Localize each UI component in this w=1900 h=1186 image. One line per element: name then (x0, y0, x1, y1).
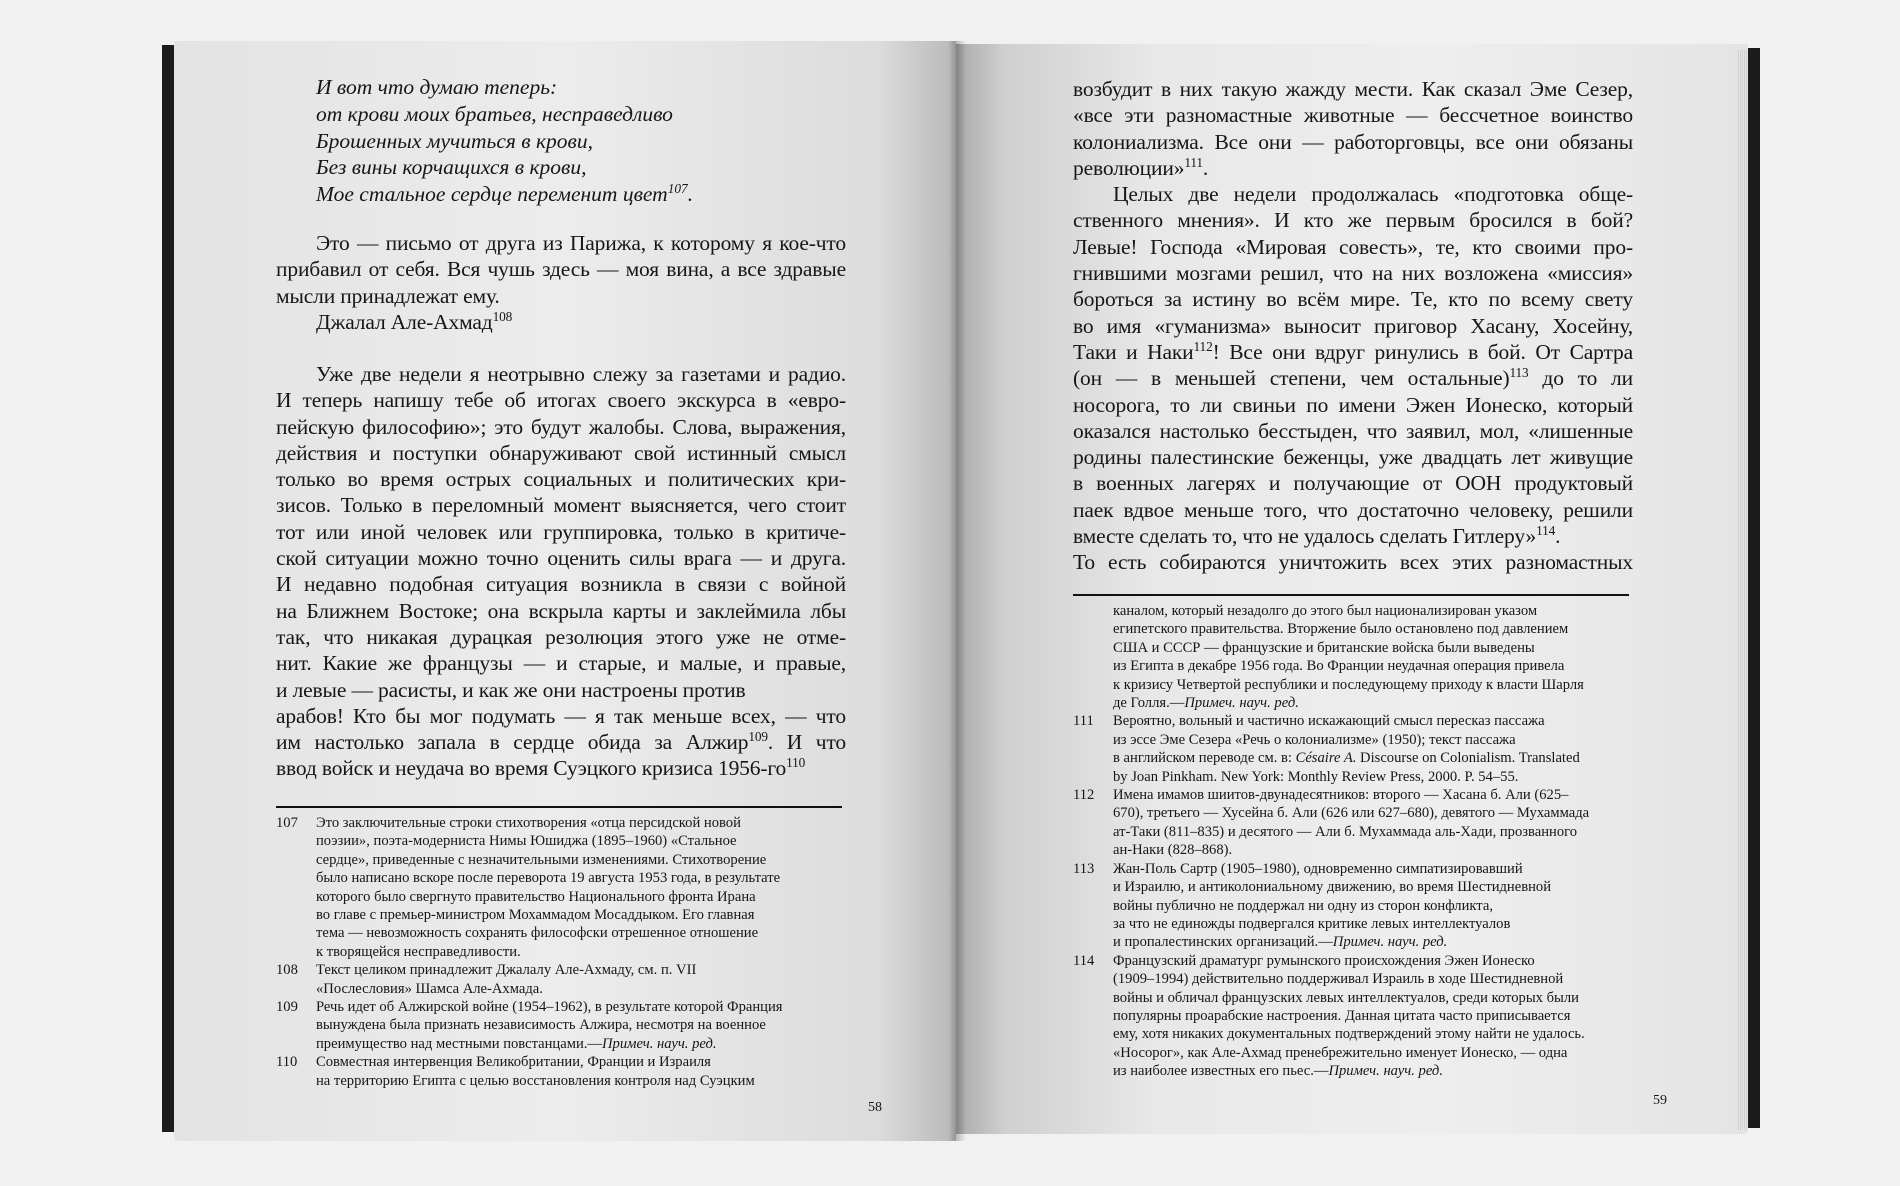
footnote-number: 112 (1073, 787, 1095, 804)
text-line: зисов. Только в переломный момент выясняется, чего стоит (276, 493, 846, 518)
book-spine-gutter (948, 41, 966, 1141)
text-line: И недавно подобная ситуация возникла в связи с войной (276, 572, 846, 597)
footnote-line: by Joan Pinkham. New York: Monthly Review Press, 2000. P. 54–55. (1113, 768, 1519, 785)
text-line: в военных лагерях и получающие от ООН продуктовый (1073, 471, 1633, 496)
footnote-line: Имена имамов шиитов-двунадесятников: второго — Хасана б. Али (625– (1113, 787, 1569, 804)
signature: Джалал Але-Ахмад$^{108}$ (316, 308, 513, 334)
footnote-line: войны и обличал французских левых интеллектуалов, среди которых были (1113, 989, 1579, 1006)
text-line: носорога, то ли свиньи по имени Эжен Ионеско, который (1073, 392, 1633, 417)
footnote-number: 110 (276, 1054, 298, 1071)
footnote-number: 107 (276, 815, 298, 831)
footnote-ref[interactable]: 113 (1509, 365, 1529, 381)
text-line: во имя «гуманизма» выносит приговор Хасану, Хосейну, (1073, 313, 1633, 338)
text-line: (он — в меньшей степени, чем остальные)$^{113}$ до то ли (1073, 365, 1633, 391)
text-line: мысли принадлежат ему. (276, 283, 500, 308)
footnote-111 (1073, 712, 1663, 786)
footnote-number: 113 (1073, 860, 1095, 877)
editor-note: Примеч. науч. ред. (602, 1035, 717, 1052)
text-line: возбудит в них такую жажду мести. Как сказал Эме Сезер, (1073, 77, 1633, 101)
text-line: прибавил от себя. Вся чушь здесь — моя вина, а все здравые (276, 257, 846, 282)
text-line: действия и поступки обнаруживают свой истинный смысл (276, 440, 846, 465)
letter-intro (276, 230, 846, 335)
page-number: 59 (1653, 1093, 1667, 1108)
footnote-number: 114 (1073, 952, 1095, 969)
verse-line: Без вины корчащихся в крови, (316, 155, 587, 180)
verse-line: от крови моих братьев, несправедливо (316, 101, 673, 126)
footnote-114 (1073, 952, 1663, 1081)
footnote-ref[interactable]: 114 (1536, 522, 1556, 538)
footnote-line: Это заключительные строки стихотворения «отца персидской новой (316, 815, 741, 831)
footnote-ref[interactable]: 109 (748, 729, 768, 744)
footnote-line: из Египта в декабре 1956 года. Во Франции неудачная операция привела (1113, 658, 1565, 675)
text-line: ственного мнения». И кто же первым бросился в бой? (1073, 208, 1633, 233)
footnote-line: «Носорог», как Але-Ахмад пренебрежительно именует Ионеско, — одна (1113, 1044, 1568, 1061)
text-line: родины палестинские беженцы, уже двадцать лет живущие (1073, 445, 1633, 470)
page-number: 58 (868, 1100, 882, 1115)
footnote-line: поэзии», поэта-модерниста Нимы Юшиджа (1895–1960) «Стальное (316, 833, 737, 850)
right-body (1073, 76, 1633, 576)
footnote-107 (276, 814, 856, 961)
text-line: бороться за истину во всём мире. Те, кто по всему свету (1073, 287, 1633, 312)
footnotes (276, 814, 856, 1090)
footnote-108 (276, 961, 856, 998)
footnote-110 (276, 1053, 856, 1090)
footnote-line: США и СССР — французские и британские войска были выведены (1113, 639, 1535, 656)
footnote-line: которого было свергнуто правительство Национального фронта Ирана (316, 888, 756, 905)
footnote-number: 108 (276, 962, 298, 979)
footnote-line: за что не единожды подвергался критике левых интеллектуалов (1113, 915, 1511, 932)
footnote-line: Текст целиком принадлежит Джалалу Але-Ахмаду, см. п. VII (316, 962, 697, 979)
footnote-line: к творящейся несправедливости. (316, 943, 521, 960)
text-line: ской ситуации можно точно оценить силы врага — и друга. (276, 546, 846, 571)
text-line: нит. Какие же французы — и старые, и малые, и правые, (276, 651, 846, 676)
left-page (174, 41, 956, 1141)
book-cover-edge-left (162, 45, 174, 1132)
letter-body (276, 361, 846, 782)
footnote-ref[interactable]: 107 (667, 181, 688, 197)
footnote-line: вынуждена была признать независимость Алжира, несмотря на военное (316, 1017, 766, 1034)
text-line: гнившими мозгами решил, что на них возложена «миссия» (1073, 261, 1633, 286)
text-line: и левые — расисты, и как же они настроены против (276, 677, 746, 702)
footnote-line: «Послесловия» Шамса Але-Ахмада. (316, 980, 543, 997)
text-line: Уже две недели я неотрывно слежу за газетами и радио. (316, 362, 846, 386)
footnote-113 (1073, 860, 1663, 952)
footnote-line: в английском переводе см. в: Césaire A. Discourse on Colonialism. Translated (1113, 750, 1580, 767)
footnote-line: популярны проарабские настроения. Данная цитата часто приписывается (1113, 1007, 1571, 1024)
footnote-110-continued (1073, 602, 1663, 712)
text-line: «все эти разномастные животные — бессчетное воинство (1073, 103, 1633, 128)
footnote-line: преимущество над местными повстанцами.—Примеч. науч. ред. (316, 1035, 717, 1052)
footnote-line: и Израилю, и антиколониальному движению, во время Шестидневной (1113, 879, 1552, 896)
footnote-line: из эссе Эме Сезера «Речь о колониализме» (1950); текст пассажа (1113, 731, 1516, 748)
text-line: Левые! Господа «Мировая совесть», те, кто своими про- (1073, 234, 1633, 259)
text-line: революции»$^{111}$. (1073, 154, 1209, 180)
right-page (956, 44, 1748, 1134)
verse-line: Брошенных мучиться в крови, (316, 128, 593, 153)
footnote-line: во главе с премьер-министром Мохаммадом Мосаддыком. Его главная (316, 907, 755, 924)
footnote-line: ат-Таки (811–835) и десятого — Али б. Мухаммада аль-Хади, прозванного (1113, 823, 1578, 840)
text-line: Таки и Наки$^{112}$! Все они вдруг ринулись в бой. От Сартра (1073, 338, 1633, 364)
footnote-line: Совместная интервенция Великобритании, Франции и Израиля (316, 1054, 711, 1071)
text-line: Это — письмо от друга из Парижа, к которому я кое-что (316, 231, 846, 255)
footnote-112 (1073, 786, 1663, 860)
footnote-separator (1073, 594, 1629, 596)
text-line: на Ближнем Востоке; она вскрыла карты и заклеймила лбы (276, 598, 846, 623)
footnote-line: ему, хотя никаких документальных подтверждений этому найти не удалось. (1113, 1026, 1585, 1043)
footnote-line: к кризису Четвертой республики и последующему приходу к власти Шарля (1113, 676, 1584, 693)
editor-note: Примеч. науч. ред. (1184, 695, 1299, 712)
text-line: И теперь напишу тебе об итогах своего экскурса в «евро- (276, 388, 846, 413)
footnotes (1073, 602, 1663, 1081)
text-line: только во время острых социальных и политических кри- (276, 467, 846, 492)
footnote-line: сердце», приведенные с незначительными изменениями. Стихотворение (316, 851, 767, 868)
footnote-line: на территорию Египта с целью восстановления контроля над Суэцким (316, 1072, 755, 1089)
text-line: паек вдвое меньше того, что достаточно человеку, решили (1073, 497, 1633, 522)
footnote-line: 670), третьего — Хусейна б. Али (626 или 627–680), девятого — Мухаммада (1113, 805, 1590, 822)
footnote-109 (276, 998, 856, 1053)
editor-note: Примеч. науч. ред. (1332, 934, 1448, 951)
footnote-number: 109 (276, 999, 298, 1016)
footnote-line: каналом, который незадолго до этого был национализирован указом (1113, 603, 1538, 619)
footnote-line: де Голля.—Примеч. науч. ред. (1113, 695, 1299, 712)
page-stack-edge (1738, 50, 1748, 1130)
text-line: То есть собираются уничтожить всех этих разномастных (1073, 550, 1633, 575)
footnote-ref[interactable]: 108 (492, 308, 513, 324)
verse-line: Мое стальное сердце переменит цвет$^{107}$. (316, 181, 694, 207)
footnote-line: Вероятно, вольный и частично искажающий смысл пересказ пассажа (1113, 713, 1545, 730)
text-line: тот или иной человек или группировка, только в критиче- (276, 519, 846, 544)
text-line: вместе сделать то, что не удалось сделать Гитлеру»$^{114}$. (1073, 522, 1561, 549)
footnote-number: 111 (1073, 713, 1094, 730)
footnote-line: было написано вскоре после переворота 19 августа 1953 года, в результате (316, 870, 781, 887)
text-line: ввод войск и неудача во время Суэцкого кризиса $1956-го^{110}$ (276, 755, 806, 781)
text-line: оказался настолько бесстыден, что заявил, мол, «лишенные (1073, 418, 1633, 443)
footnote-line: Жан-Поль Сартр (1905–1980), одновременно симпатизировавший (1113, 860, 1523, 877)
footnote-ref[interactable]: 110 (786, 755, 806, 771)
book-cover-edge-right (1748, 48, 1760, 1128)
footnote-line: войны публично не поддержал ни одну из сторон конфликта, (1113, 897, 1493, 914)
text-line: так, что никакая дурацкая резолюция этого уже не отме- (276, 624, 846, 649)
footnote-separator (276, 806, 842, 808)
footnote-line: ан-Наки (828–868). (1113, 842, 1233, 859)
footnote-line: египетского правительства. Вторжение было остановлено под давлением (1113, 621, 1569, 638)
text-line: арабов! Кто бы мог подумать — я так меньше всех, — что (276, 703, 846, 728)
text-line: пейскую философию»; это будут жалобы. Слова, выражения, (276, 414, 846, 439)
text-line: колониализма. Все они — работорговцы, все они обязаны (1073, 129, 1633, 154)
footnote-line: Французский драматург румынского происхождения Эжен Ионеско (1113, 952, 1535, 969)
text-line: Целых две недели продолжалась «подготовка обще- (1113, 182, 1633, 207)
verse-epigraph (316, 74, 693, 208)
editor-note: Примеч. науч. ред. (1328, 1063, 1443, 1080)
footnote-line: тема — невозможность сохранять философски отрешенное отношение (316, 925, 759, 942)
footnote-line: (1909–1994) действительно поддерживал Израиль в ходе Шестидневной (1113, 971, 1564, 988)
footnote-line: Речь идет об Алжирской войне (1954–1962), в результате которой Франция (316, 999, 783, 1016)
verse-line: И вот что думаю теперь: (316, 75, 558, 99)
footnote-ref[interactable]: 111 (1184, 154, 1203, 170)
footnote-line: и пропалестинских организаций.—Примеч. науч. ред. (1113, 934, 1448, 951)
text-line: им настолько запала в сердце обида за Алжир$^{109}$. И что (276, 729, 847, 755)
footnote-ref[interactable]: 112 (1193, 338, 1213, 354)
footnote-line: из наиболее известных его пьес.—Примеч. науч. ред. (1113, 1063, 1443, 1080)
